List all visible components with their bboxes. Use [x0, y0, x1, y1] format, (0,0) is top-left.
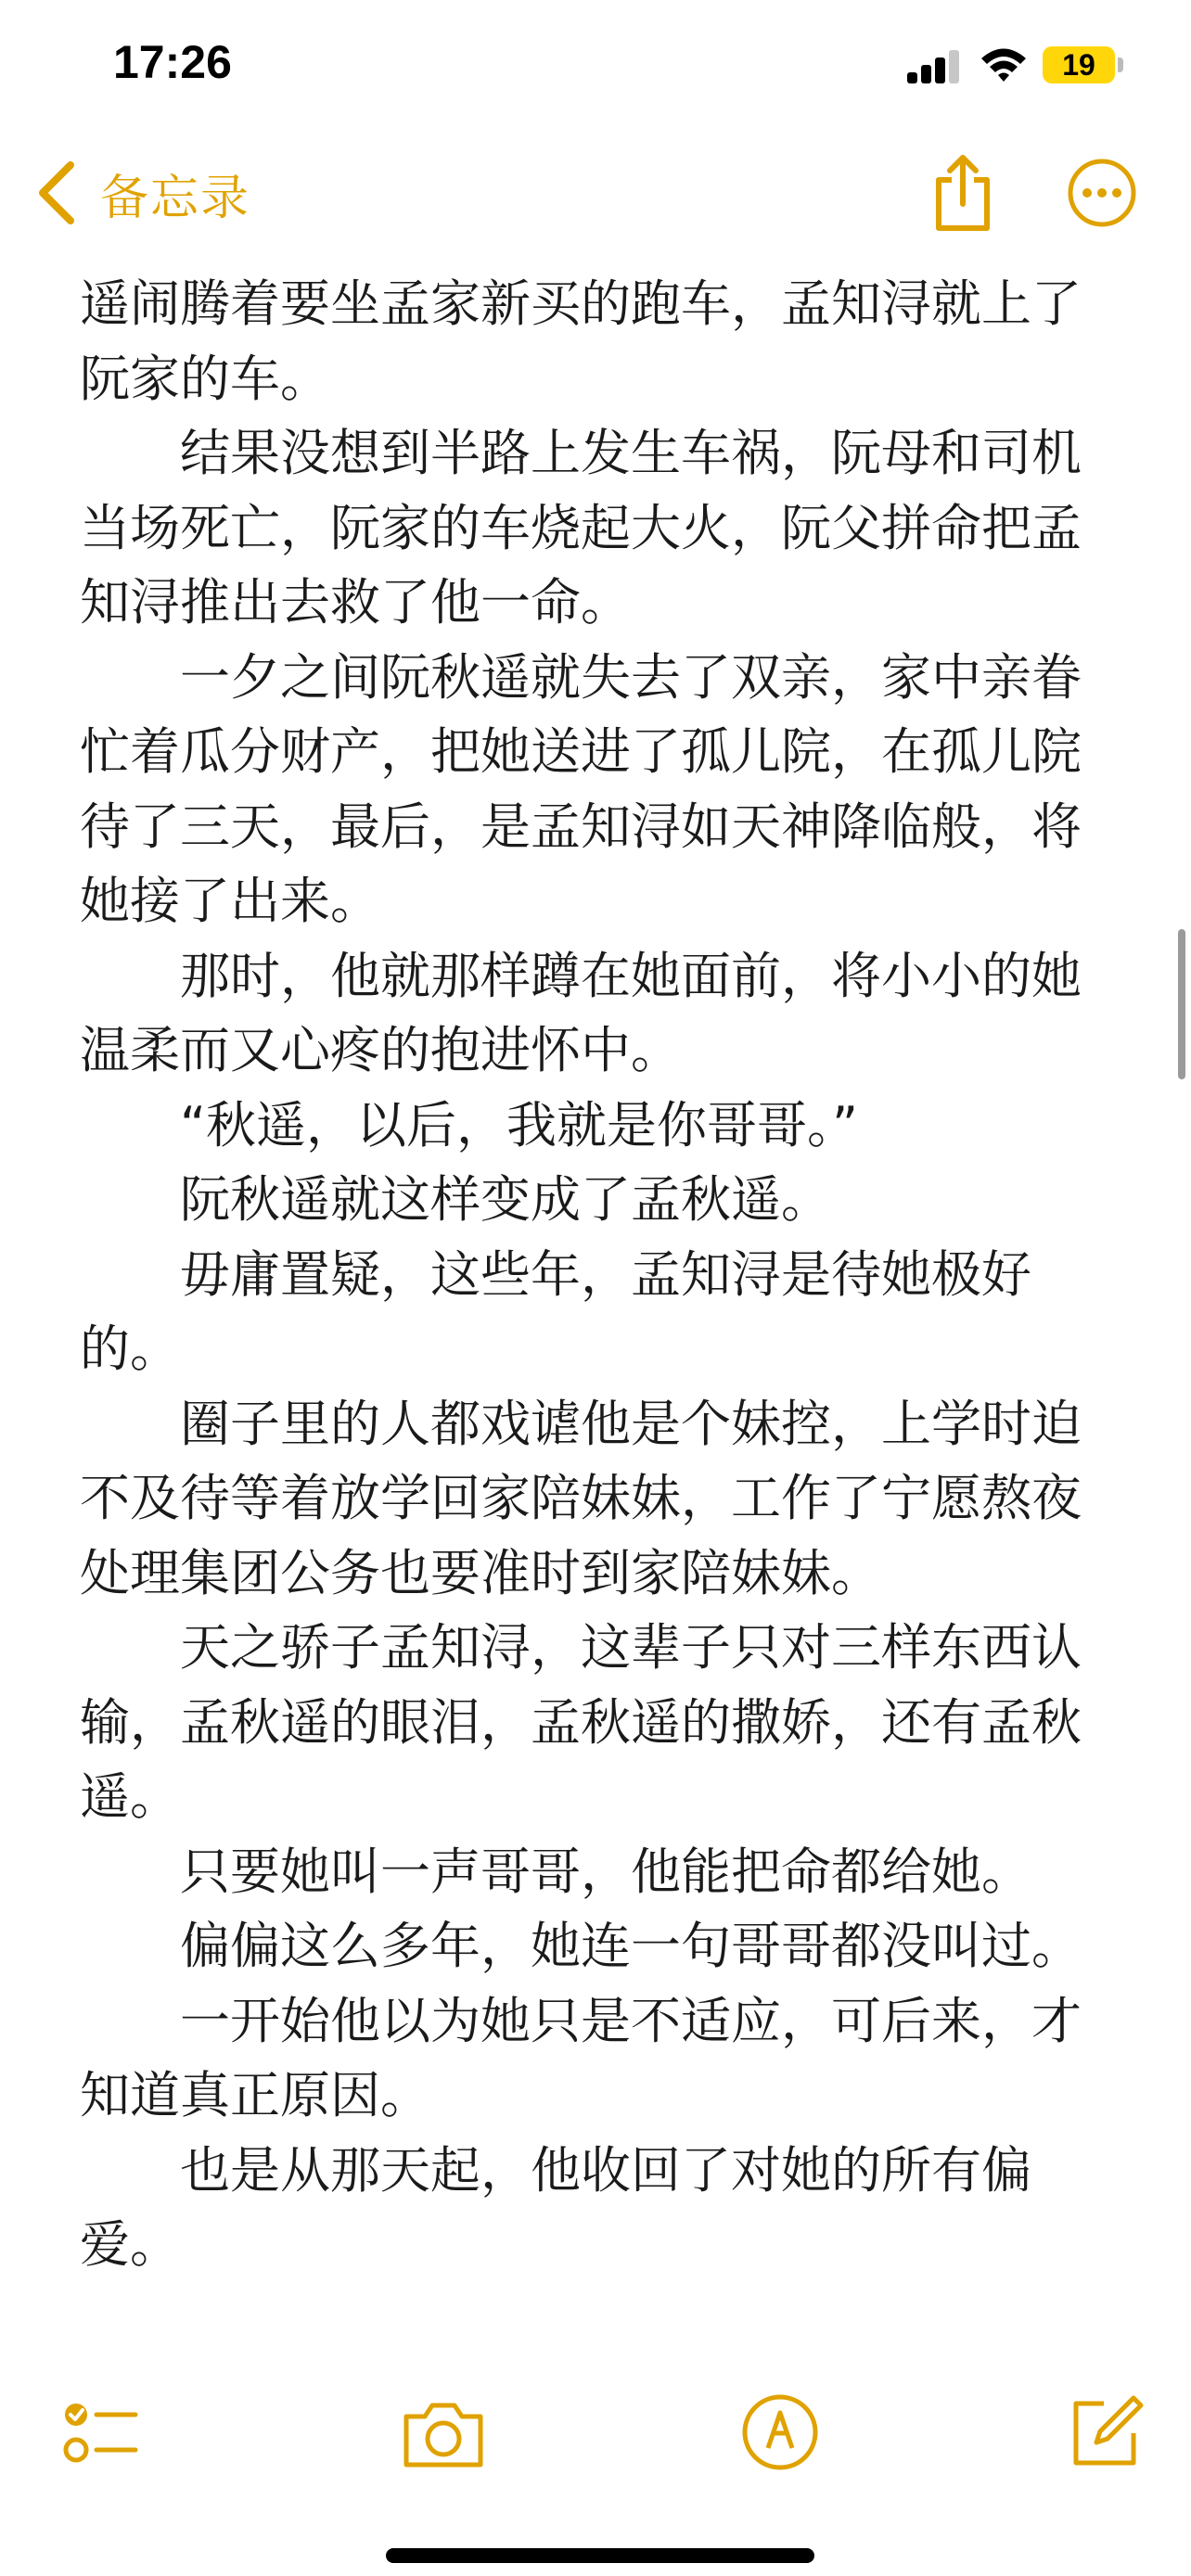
battery-level: 19: [1062, 48, 1095, 82]
note-paragraph: 毋庸置疑，这些年，孟知浔是待她极好的。: [80, 1244, 1031, 1378]
note-paragraph: 一夕之间阮秋遥就失去了双亲，家中亲眷忙着瓜分财产，把她送进了孤儿院，在孤儿院待了三天，最后，是孟知浔如天神降临般，将她接了出来。: [80, 647, 1082, 930]
camera-icon[interactable]: [399, 2391, 488, 2474]
battery-icon: [1043, 46, 1115, 83]
note-paragraph: 圈子里的人都戏谑他是个妹控，上学时迫不及待等着放学回家陪妹妹，工作了宁愿熬夜处理集团公务也要准时到家陪妹妹。: [80, 1394, 1082, 1602]
more-icon[interactable]: [1067, 158, 1137, 228]
checklist-icon[interactable]: [58, 2391, 141, 2474]
note-paragraph: 一开始他以为她只是不适应，可后来，才知道真正原因。: [80, 1991, 1082, 2124]
note-body[interactable]: [80, 267, 1119, 2283]
nav-bar: [0, 139, 1191, 250]
status-time: 17:26: [113, 36, 232, 88]
home-indicator[interactable]: [386, 2548, 814, 2563]
note-paragraph: 偏偏这么多年，她连一句哥哥都没叫过。: [80, 1917, 1082, 1975]
note-paragraph: 也是从那天起，他收回了对她的所有偏爱。: [80, 2140, 1031, 2274]
note-paragraph: 那时，他就那样蹲在她面前，将小小的她温柔而又心疼的抱进怀中。: [80, 946, 1082, 1079]
wifi-icon: [980, 46, 1028, 83]
note-paragraph: “秋遥，以后，我就是你哥哥。”: [80, 1095, 858, 1154]
markup-icon[interactable]: [738, 2391, 822, 2474]
back-button[interactable]: [33, 156, 250, 230]
note-paragraph: 结果没想到半路上发生车祸，阮母和司机当场死亡，阮家的车烧起大火，阮父拼命把孟知浔推出去救了他一命。: [80, 424, 1082, 631]
compose-icon[interactable]: [1063, 2391, 1146, 2474]
back-label: 备忘录: [100, 170, 251, 226]
note-paragraph: 只要她叫一声哥哥，他能把命都给她。: [80, 1842, 1031, 1901]
note-paragraph: 遥闹腾着要坐孟家新买的跑车，孟知浔就上了阮家的车。: [80, 274, 1082, 408]
note-paragraph: 天之骄子孟知浔，这辈子只对三样东西认输，孟秋遥的眼泪，孟秋遥的撒娇，还有孟秋遥。: [80, 1618, 1082, 1826]
signal-icon: [907, 48, 961, 83]
share-icon[interactable]: [929, 152, 996, 234]
note-paragraph: 阮秋遥就这样变成了孟秋遥。: [80, 1170, 831, 1229]
bottom-toolbar: [0, 2374, 1191, 2504]
scroll-indicator[interactable]: [1178, 929, 1185, 1079]
status-bar: [0, 0, 1191, 139]
battery-cap: [1118, 57, 1123, 72]
chevron-left-icon: [33, 159, 80, 226]
